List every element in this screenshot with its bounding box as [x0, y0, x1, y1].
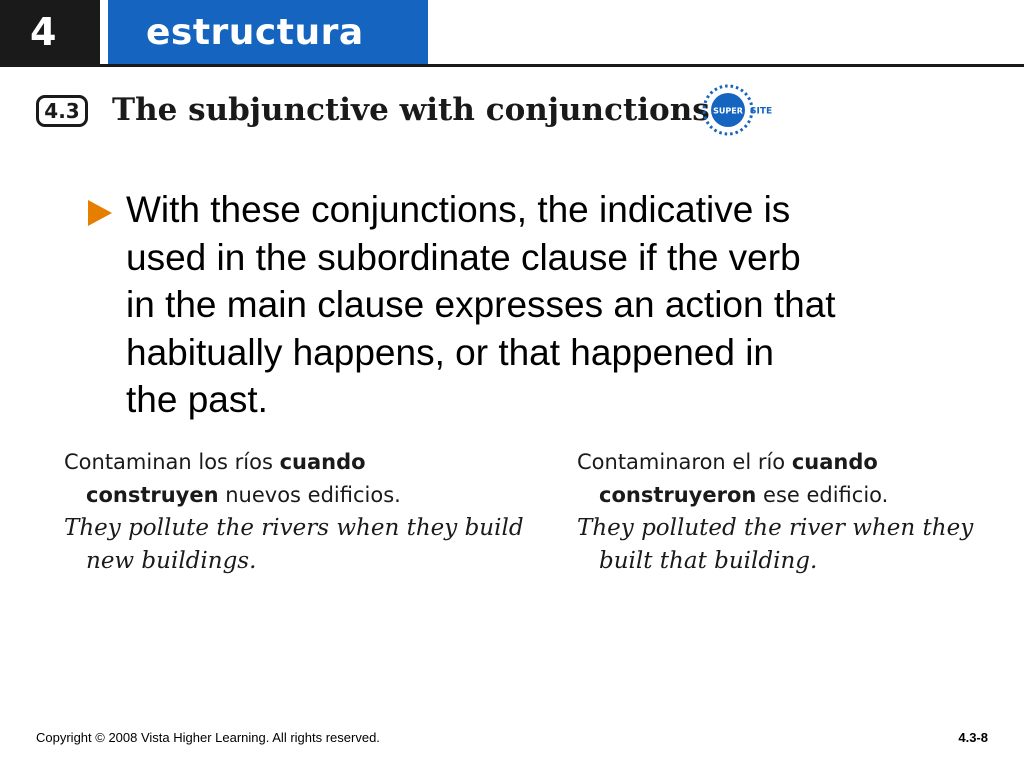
example-verb: construyeron: [599, 483, 757, 507]
bullet-line: the past.: [126, 379, 268, 420]
example-text: nuevos edificios.: [218, 483, 401, 507]
supersite-logo: [700, 82, 782, 138]
example-translation-line2: new buildings.: [86, 548, 257, 574]
example-sentence-line2: [64, 479, 504, 512]
section-name: estructura: [108, 0, 428, 64]
example-translation-line1: They pollute the rivers when they build: [64, 515, 524, 541]
header-divider: [0, 64, 1024, 67]
supersite-logo-super: SUPER: [713, 106, 743, 116]
example-text: ese edificio.: [756, 483, 889, 507]
bullet-line: in the main clause expresses an action that: [126, 284, 836, 325]
example-sentence-line1: [64, 446, 504, 479]
example-translation-line1: They polluted the river when they: [577, 515, 974, 541]
example-conjunction: cuando: [279, 450, 366, 474]
example-sentence-line2: [577, 479, 1017, 512]
example-text: Contaminan los ríos: [64, 450, 280, 474]
slide-number: 4.3-8: [958, 730, 988, 745]
copyright-notice: Copyright © 2008 Vista Higher Learning. All rights reserved.: [36, 730, 380, 745]
bullet-line: With these conjunctions, the indicative is: [126, 189, 791, 230]
example-sentence-line1: [577, 446, 1017, 479]
example-present: [64, 446, 524, 578]
example-text: Contaminaron el río: [577, 450, 792, 474]
bullet-text: [126, 186, 916, 424]
example-past: [577, 446, 1017, 578]
bullet-line: used in the subordinate clause if the verb: [126, 236, 801, 278]
lesson-number-badge: 4.3: [36, 95, 88, 127]
bullet-line: habitually happens, or that happened in: [126, 331, 775, 373]
example-verb: construyen: [86, 483, 219, 507]
supersite-logo-site: SITE: [750, 106, 773, 117]
chapter-number: 4: [0, 0, 100, 64]
bullet-arrow-icon: [88, 200, 112, 226]
example-conjunction: cuando: [791, 450, 878, 474]
lesson-title: The subjunctive with conjunctions: [112, 92, 710, 128]
example-translation-line2: built that building.: [599, 548, 818, 574]
